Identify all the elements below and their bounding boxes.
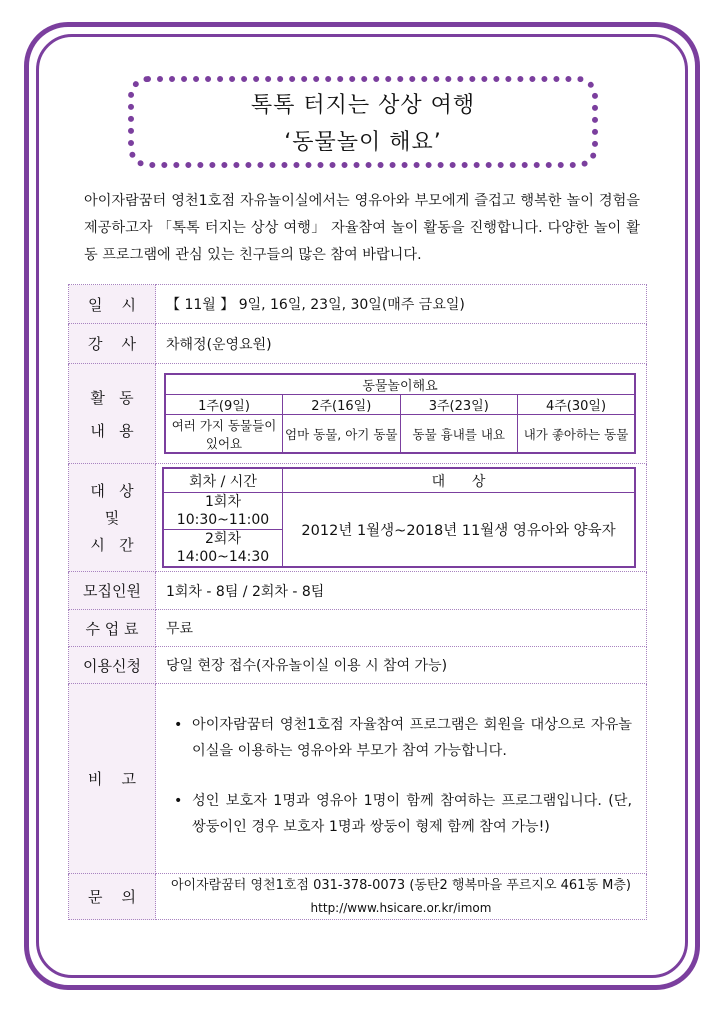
- row-activity: [69, 364, 647, 464]
- row-fee: [69, 610, 647, 647]
- label-activity-a: 활 동: [90, 388, 134, 407]
- content-1: 여러 가지 동물들이 있어요: [165, 415, 283, 453]
- value-activity: [156, 364, 647, 464]
- value-notes: [156, 684, 647, 874]
- title-box: [128, 76, 598, 168]
- info-table: [68, 284, 647, 920]
- label-fee: 수 업 료: [69, 610, 156, 647]
- note-1: [174, 712, 632, 764]
- title-line-2: ‘동물놀이 해요’: [284, 130, 442, 155]
- value-contact: [156, 874, 647, 920]
- value-apply: 당일 현장 접수(자유놀이실 이용 시 참여 가능): [156, 647, 647, 684]
- content-2: 엄마 동물, 아기 동물: [283, 415, 401, 453]
- target-text: 2012년 1월생~2018년 11월생 영유아와 양육자: [283, 492, 636, 567]
- label-teacher: 강 사: [69, 324, 156, 364]
- label-target-c: 시 간: [90, 536, 134, 554]
- activity-header: 동물놀이해요: [165, 374, 635, 395]
- label-activity-b: 내 용: [90, 421, 134, 440]
- value-fee: 무료: [156, 610, 647, 647]
- value-teacher: 차해정(운영요원): [156, 324, 647, 364]
- activity-table: [164, 373, 636, 454]
- session-1-time: 10:30~11:00: [176, 511, 270, 528]
- content-3: 동물 흉내를 내요: [400, 415, 518, 453]
- label-target-b: 및: [104, 509, 120, 527]
- row-recruit: [69, 572, 647, 610]
- label-notes: 비 고: [69, 684, 156, 874]
- session-2-name: 2회차: [205, 530, 241, 547]
- label-contact: 문 의: [69, 874, 156, 920]
- label-date: 일 시: [69, 285, 156, 324]
- session-1-name: 1회차: [205, 493, 241, 510]
- note-2-text: 성인 보호자 1명과 영유아 1명이 함께 참여하는 프로그램입니다. (단, 쌍둥이인 경우 보호자 1명과 쌍둥이 형제 함께 참여 가능!): [192, 792, 632, 835]
- value-date: 【 11월 】 9일, 16일, 23일, 30일(매주 금요일): [156, 285, 647, 324]
- week-3: 3주(23일): [400, 395, 518, 415]
- intro-paragraph: 아이자람꿈터 영천1호점 자유놀이실에서는 영유아와 부모에게 즐겁고 행복한 놀이 경험을 제공하고자 「톡톡 터지는 상상 여행」 자율참여 놀이 활동을 진행합니다. 다양한 놀이 활동 프로그램에 관심 있는 친구들의 많은 참여 바랍니다.: [84, 193, 640, 263]
- title-line-1: 톡톡 터지는 상상 여행: [250, 93, 476, 118]
- value-target: [156, 464, 647, 572]
- row-date: [69, 285, 647, 324]
- bullet-icon: •: [174, 792, 183, 809]
- contact-line-1: 아이자람꿈터 영천1호점 031-378-0073 (동탄2 행복마을 푸르지오 461동 M층): [170, 877, 631, 893]
- row-teacher: [69, 324, 647, 364]
- week-4: 4주(30일): [518, 395, 636, 415]
- label-target-a: 대 상: [90, 482, 134, 500]
- value-recruit: 1회차 - 8팀 / 2회차 - 8팀: [156, 572, 647, 610]
- session-2: [163, 529, 283, 567]
- week-2: 2주(16일): [283, 395, 401, 415]
- label-apply: 이용신청: [69, 647, 156, 684]
- bullet-icon: •: [174, 716, 183, 733]
- label-activity: [69, 364, 156, 464]
- label-target: [69, 464, 156, 572]
- week-1: 1주(9일): [165, 395, 283, 415]
- content-4: 내가 좋아하는 동물: [518, 415, 636, 453]
- target-head-target: 대 상: [283, 468, 636, 492]
- target-table: [162, 467, 636, 568]
- note-1-text: 아이자람꿈터 영천1호점 자율참여 프로그램은 회원을 대상으로 자유놀이실을 이용하는 영유아와 부모가 참여 가능합니다.: [192, 716, 632, 759]
- note-2: [174, 788, 632, 840]
- session-1: [163, 492, 283, 529]
- row-contact: [69, 874, 647, 920]
- target-head-session: 회차 / 시간: [163, 468, 283, 492]
- row-target: [69, 464, 647, 572]
- row-apply: [69, 647, 647, 684]
- session-2-time: 14:00~14:30: [176, 548, 270, 565]
- row-notes: [69, 684, 647, 874]
- label-recruit: 모집인원: [69, 572, 156, 610]
- contact-url[interactable]: http://www.hsicare.or.kr/imom: [310, 900, 492, 915]
